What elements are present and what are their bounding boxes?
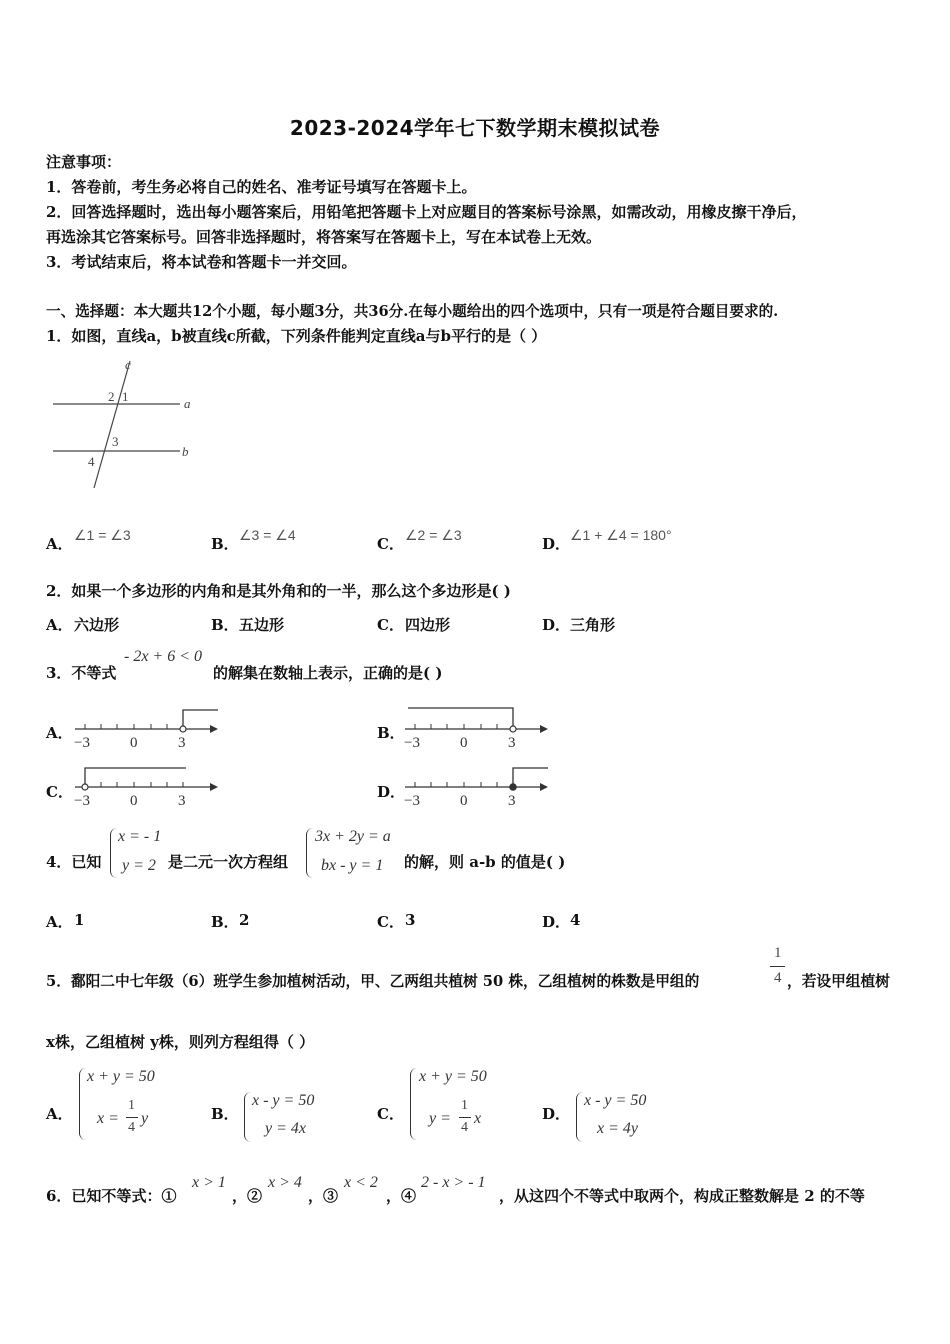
q3-option-c-label: C． bbox=[46, 783, 73, 801]
line-a-label: a bbox=[184, 396, 191, 411]
q5-a-eq1: x + y = 50 bbox=[87, 1068, 155, 1085]
q5-frac-num: 1 bbox=[774, 945, 782, 961]
q4-option-b: 2 bbox=[239, 911, 250, 929]
q1-option-d-label: D． bbox=[542, 535, 571, 553]
tick-0: 0 bbox=[460, 735, 468, 751]
q5-stem-post: ，若设甲组植树 bbox=[787, 973, 890, 990]
q6-ineq-2: x > 4 bbox=[268, 1174, 302, 1191]
notice-item-1: 1．答卷前，考生务必将自己的姓名、准考证号填写在答题卡上。 bbox=[46, 178, 477, 196]
notice-item-2-cont: 再选涂其它答案标号。回答非选择题时，将答案写在答题卡上，写在本试卷上无效。 bbox=[46, 228, 602, 246]
tick-neg3: −3 bbox=[74, 735, 90, 751]
tick-3: 3 bbox=[508, 735, 516, 751]
q4-option-a-label: A． bbox=[46, 913, 73, 931]
q5-b-eq2: y = 4x bbox=[265, 1120, 306, 1137]
q5-c-brace bbox=[410, 1068, 417, 1140]
q5-a-den: 4 bbox=[128, 1120, 135, 1135]
q1-option-d: ∠1 + ∠4 = 180° bbox=[570, 527, 672, 543]
q6-ineq-1: x > 1 bbox=[192, 1174, 226, 1191]
q4-option-a: 1 bbox=[74, 911, 85, 929]
tick-3: 3 bbox=[178, 793, 186, 809]
q3-option-c-numberline[interactable] bbox=[70, 763, 230, 813]
tick-neg3: −3 bbox=[404, 793, 420, 809]
q4-option-d-label: D． bbox=[542, 913, 571, 931]
notice-item-3: 3．考试结束后，将本试卷和答题卡一并交回。 bbox=[46, 253, 357, 271]
q1-option-c-label: C． bbox=[377, 535, 404, 553]
q5-a-eq2-pre: x = bbox=[97, 1110, 119, 1127]
q2-option-d: 三角形 bbox=[570, 616, 616, 634]
q5-b-brace bbox=[244, 1092, 251, 1142]
q5-d-eq2: x = 4y bbox=[597, 1120, 638, 1137]
q5-c-eq2-pre: y = bbox=[429, 1110, 451, 1127]
q5-b-eq1: x - y = 50 bbox=[252, 1092, 315, 1109]
q6-ineq-3: x < 2 bbox=[344, 1174, 378, 1191]
angle-1-label: 1 bbox=[122, 389, 129, 404]
q5-c-eq2-post: x bbox=[474, 1110, 482, 1127]
q5-frac-bar bbox=[770, 966, 785, 967]
q2-option-c-label: C． bbox=[377, 616, 404, 634]
q4-sol-x: x = - 1 bbox=[118, 828, 162, 845]
tick-neg3: −3 bbox=[74, 793, 90, 809]
angle-4-label: 4 bbox=[88, 454, 95, 469]
tick-3: 3 bbox=[178, 735, 186, 751]
page-title: 2023-2024学年七下数学期末模拟试卷 bbox=[289, 116, 661, 140]
q6-ineq-4: 2 - x > - 1 bbox=[421, 1174, 486, 1191]
q4-sol-y: y = 2 bbox=[122, 857, 156, 874]
q6-sep-2: ，③ bbox=[308, 1187, 339, 1205]
q3-option-d-numberline[interactable] bbox=[400, 763, 560, 813]
tick-0: 0 bbox=[460, 793, 468, 809]
q5-stem-pre: 5．鄱阳二中七年级（6）班学生参加植树活动，甲、乙两组共植树 50 株，乙组植树的株数是甲组的 bbox=[46, 973, 700, 990]
q1-option-a-label: A． bbox=[46, 535, 73, 553]
q1-option-b-label: B． bbox=[211, 535, 239, 553]
q4-stem-mid: 是二元一次方程组 bbox=[168, 853, 289, 871]
q4-stem-post: 的解，则 a-b 的值是( ) bbox=[404, 853, 566, 871]
q5-a-frac-bar bbox=[126, 1117, 138, 1118]
tick-0: 0 bbox=[130, 793, 138, 809]
q5-c-num: 1 bbox=[461, 1098, 468, 1113]
angle-3-label: 3 bbox=[112, 434, 119, 449]
q5-a-brace bbox=[79, 1068, 86, 1140]
q4-option-b-label: B． bbox=[211, 913, 239, 931]
q5-frac-den: 4 bbox=[774, 970, 782, 986]
notice-heading: 注意事项： bbox=[46, 153, 122, 171]
q4-sol-brace bbox=[110, 828, 117, 878]
q1-option-b: ∠3 = ∠4 bbox=[239, 527, 296, 543]
q5-option-d-label: D． bbox=[542, 1105, 571, 1123]
q5-a-num: 1 bbox=[128, 1098, 135, 1113]
tick-0: 0 bbox=[130, 735, 138, 751]
q5-d-brace bbox=[576, 1092, 583, 1142]
q5-c-frac-bar bbox=[459, 1117, 471, 1118]
q2-option-a-label: A． bbox=[46, 616, 73, 634]
q3-inequality: - 2x + 6 < 0 bbox=[124, 648, 203, 665]
q3-option-b-numberline[interactable] bbox=[400, 705, 560, 755]
section-heading: 一、选择题：本大题共12个小题，每小题3分，共36分.在每小题给出的四个选项中，只有一项是符合题目要求的. bbox=[46, 303, 779, 320]
q5-c-den: 4 bbox=[461, 1120, 468, 1135]
q5-option-c-label: C． bbox=[377, 1105, 404, 1123]
q3-option-b-label: B． bbox=[377, 724, 405, 742]
q2-stem: 2．如果一个多边形的内角和是其外角和的一半，那么这个多边形是( ) bbox=[46, 582, 511, 600]
q2-option-b: 五边形 bbox=[239, 616, 285, 634]
q6-stem-post: ，从这四个不等式中取两个，构成正整数解是 2 的不等 bbox=[499, 1187, 865, 1205]
q5-c-eq1: x + y = 50 bbox=[419, 1068, 487, 1085]
q2-option-d-label: D． bbox=[542, 616, 571, 634]
angle-2-label: 2 bbox=[108, 389, 115, 404]
q6-stem-pre: 6．已知不等式：① bbox=[46, 1187, 177, 1205]
tick-neg3: −3 bbox=[404, 735, 420, 751]
q3-option-d-label: D． bbox=[377, 783, 406, 801]
q5-d-eq1: x - y = 50 bbox=[584, 1092, 647, 1109]
q4-option-d: 4 bbox=[570, 911, 581, 929]
line-c-label: c bbox=[125, 357, 131, 372]
q5-option-a-label: A． bbox=[46, 1105, 73, 1123]
q6-sep-1: ，② bbox=[232, 1187, 263, 1205]
q1-figure bbox=[48, 355, 208, 495]
q4-option-c: 3 bbox=[405, 911, 416, 929]
q3-stem-pre: 3．不等式 bbox=[46, 664, 117, 682]
q4-sys-eq2: bx - y = 1 bbox=[321, 857, 384, 874]
q6-sep-3: ，④ bbox=[386, 1187, 417, 1205]
q5-option-b-label: B． bbox=[211, 1105, 239, 1123]
q2-option-b-label: B． bbox=[211, 616, 239, 634]
q2-option-a: 六边形 bbox=[74, 616, 120, 634]
tick-3: 3 bbox=[508, 793, 516, 809]
q3-option-a-numberline[interactable] bbox=[70, 705, 230, 755]
notice-item-2: 2．回答选择题时，选出每小题答案后，用铅笔把答题卡上对应题目的答案标号涂黑，如需改动，用橡皮擦干净后， bbox=[46, 203, 807, 221]
q5-stem-line2: x株，乙组植树 y株，则列方程组得（ ） bbox=[46, 1033, 315, 1051]
q4-stem-pre: 4．已知 bbox=[46, 853, 102, 871]
q4-sys-brace bbox=[306, 828, 313, 878]
q4-sys-eq1: 3x + 2y = a bbox=[315, 828, 391, 845]
line-b-label: b bbox=[182, 444, 189, 459]
q1-stem: 1．如图，直线a，b被直线c所截，下列条件能判定直线a与b平行的是（ ） bbox=[46, 327, 547, 345]
q2-option-c: 四边形 bbox=[405, 616, 451, 634]
q5-a-eq2-post: y bbox=[141, 1110, 149, 1127]
q1-option-c: ∠2 = ∠3 bbox=[405, 527, 462, 543]
q4-option-c-label: C． bbox=[377, 913, 404, 931]
q3-option-a-label: A． bbox=[46, 724, 73, 742]
q3-stem-post: 的解集在数轴上表示，正确的是( ) bbox=[213, 664, 443, 682]
q1-option-a: ∠1 = ∠3 bbox=[74, 527, 131, 543]
